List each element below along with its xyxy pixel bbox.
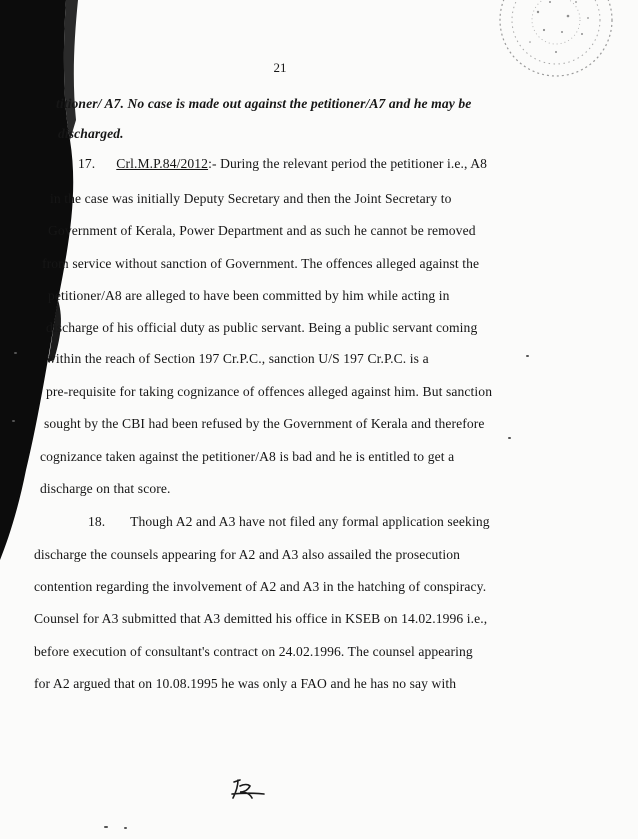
line-text: before execution of consultant's contract on 24.02.1996. The counsel appearing xyxy=(34,644,473,659)
text-line xyxy=(56,96,512,112)
text-line xyxy=(46,384,492,400)
scan-speck xyxy=(124,827,127,829)
scan-edge-smear xyxy=(0,0,120,560)
scan-speck xyxy=(12,420,15,422)
line-text: contention regarding the involvement of A2 and A3 in the hatching of conspiracy. xyxy=(34,579,487,594)
line-text: Government of Kerala, Power Department and as such he cannot be removed xyxy=(48,223,476,238)
line-text: sought by the CBI had been refused by the Government of Kerala and therefore xyxy=(44,416,485,431)
line-text: titioner/ A7. No case is made out against the petitioner/A7 and he may be xyxy=(56,96,472,111)
line-text: from service without sanction of Government. The offences alleged against the xyxy=(42,256,480,271)
text-line xyxy=(34,644,473,660)
paragraph-18-start xyxy=(88,514,490,530)
line-text: petitioner/A8 are alleged to have been committed by him while acting in xyxy=(48,288,450,303)
court-seal-stamp xyxy=(478,0,628,102)
line-text: Though A2 and A3 have not filed any formal application seeking xyxy=(130,514,490,529)
text-line xyxy=(34,547,460,563)
line-text: in the case was initially Deputy Secretary and then the Joint Secretary to xyxy=(50,191,452,206)
line-text: discharged. xyxy=(58,126,124,141)
scan-speck xyxy=(508,437,511,439)
text-line xyxy=(46,320,477,336)
line-text: discharge on that score. xyxy=(40,481,171,496)
text-line xyxy=(34,676,456,692)
paragraph-number: 17. xyxy=(78,156,96,171)
line-text: pre-requisite for taking cognizance of offences alleged against him. But sanction xyxy=(46,384,493,399)
scan-speck xyxy=(526,355,529,357)
line-text: discharge the counsels appearing for A2 and A3 also assailed the prosecution xyxy=(34,547,460,562)
text-line xyxy=(48,223,476,239)
text-line xyxy=(34,579,486,595)
line-text: :- During the relevant period the petitioner i.e., A8 xyxy=(208,156,488,171)
line-text: within the reach of Section 197 Cr.P.C., sanction U/S 197 Cr.P.C. is a xyxy=(46,351,429,366)
line-text: for A2 argued that on 10.08.1995 he was only a FAO and he has no say with xyxy=(34,676,457,691)
paragraph-number: 18. xyxy=(88,514,106,529)
line-text: Counsel for A3 submitted that A3 demitted his office in KSEB on 14.02.1996 i.e., xyxy=(34,611,488,626)
text-line xyxy=(34,611,487,627)
text-line xyxy=(58,126,124,142)
page-number: 21 xyxy=(273,60,287,75)
scan-speck xyxy=(14,352,17,354)
handwritten-initials-signature xyxy=(228,776,268,806)
line-text: discharge of his official duty as public servant. Being a public servant coming xyxy=(46,320,478,335)
text-line xyxy=(44,416,485,432)
text-line xyxy=(46,351,429,367)
text-line xyxy=(42,256,479,272)
text-line xyxy=(50,191,452,207)
paragraph-17-start xyxy=(78,156,487,172)
case-reference: Crl.M.P.84/2012 xyxy=(116,156,209,171)
scan-speck xyxy=(104,826,108,828)
line-text: cognizance taken against the petitioner/A8 is bad and he is entitled to get a xyxy=(40,449,455,464)
text-line xyxy=(40,481,171,497)
text-line xyxy=(40,449,454,465)
text-line xyxy=(48,288,450,304)
